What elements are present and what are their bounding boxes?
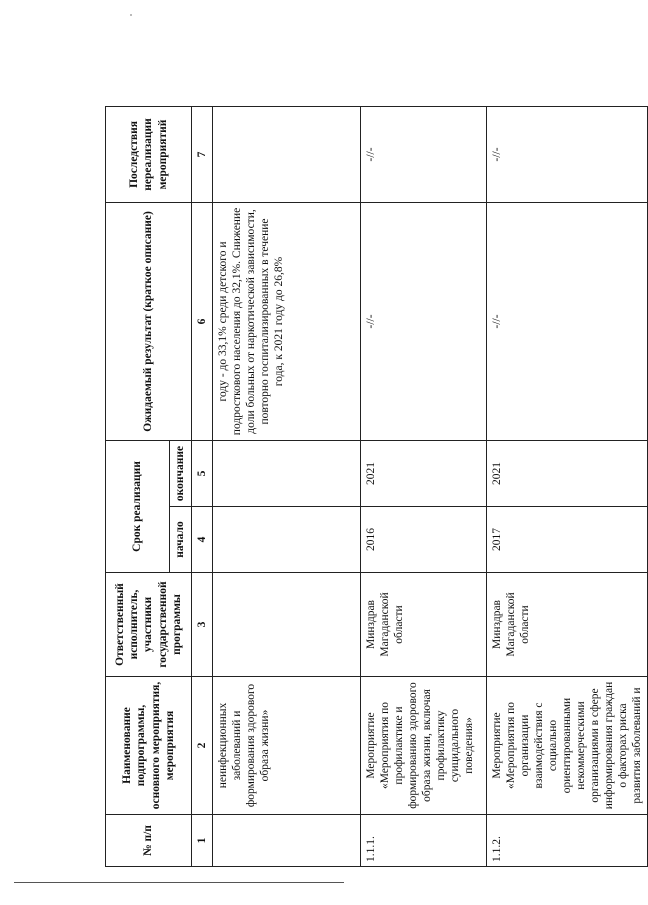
table-row [213, 106, 361, 866]
row-name: неинфекционных заболеваний и формирования здорового образа жизни» [213, 677, 361, 815]
row-end [213, 440, 361, 506]
header-executor: Ответственный исполнитель, участники государственной программы [106, 573, 192, 677]
row-result: году - до 33,1% среди детского и подросткового населения до 32,1%. Снижение доли больных от наркотической зависимости, повторно госпитализированных в течение года, к 2021 году до 26,8% [213, 202, 361, 440]
row-consequence: -//- [487, 106, 648, 202]
row-consequence: -//- [361, 106, 487, 202]
header-row [106, 106, 170, 866]
row-result: -//- [361, 202, 487, 440]
header-period: Срок реализации [106, 440, 170, 572]
row-executor [213, 573, 361, 677]
header-start: начало [170, 507, 192, 573]
row-name: Мероприятие «Мероприятия по профилактике и формированию здорового образа жизни, включая профилактику суицидального поведения» [361, 677, 487, 815]
column-number: 6 [192, 202, 213, 440]
scan-speck [130, 14, 132, 16]
row-name: Мероприятие «Мероприятия по организации взаимодействия с социально ориентированными некоммерческими организациями в сфере информирования граждан о факторах риска развития заболеваний и [487, 677, 648, 815]
column-number: 5 [192, 440, 213, 506]
row-start: 2017 [487, 507, 648, 573]
column-number: 1 [192, 815, 213, 867]
row-end: 2021 [361, 440, 487, 506]
table-row [361, 106, 487, 866]
row-number [213, 815, 361, 867]
column-number: 3 [192, 573, 213, 677]
header-consequence: Последствия нереализации мероприятий [106, 106, 192, 202]
row-start: 2016 [361, 507, 487, 573]
row-executor: Минздрав Магаданской области [361, 573, 487, 677]
row-start [213, 507, 361, 573]
header-name: Наименование подпрограммы, основного мероприятия, мероприятия [106, 677, 192, 815]
row-executor: Минздрав Магаданской области [487, 573, 648, 677]
column-number: 7 [192, 106, 213, 202]
row-consequence [213, 106, 361, 202]
row-end: 2021 [487, 440, 648, 506]
row-result: -//- [487, 202, 648, 440]
program-measures-table [105, 106, 648, 867]
header-number: № п/п [106, 815, 192, 867]
header-result: Ожидаемый результат (краткое описание) [106, 202, 192, 440]
row-number: 1.1.2. [487, 815, 648, 867]
column-number-row [192, 106, 213, 866]
header-end: окончание [170, 440, 192, 506]
rotated-table-wrapper [105, 107, 644, 867]
table-row [487, 106, 648, 866]
column-number: 4 [192, 507, 213, 573]
footnote-divider [14, 882, 344, 883]
row-number: 1.1.1. [361, 815, 487, 867]
column-number: 2 [192, 677, 213, 815]
